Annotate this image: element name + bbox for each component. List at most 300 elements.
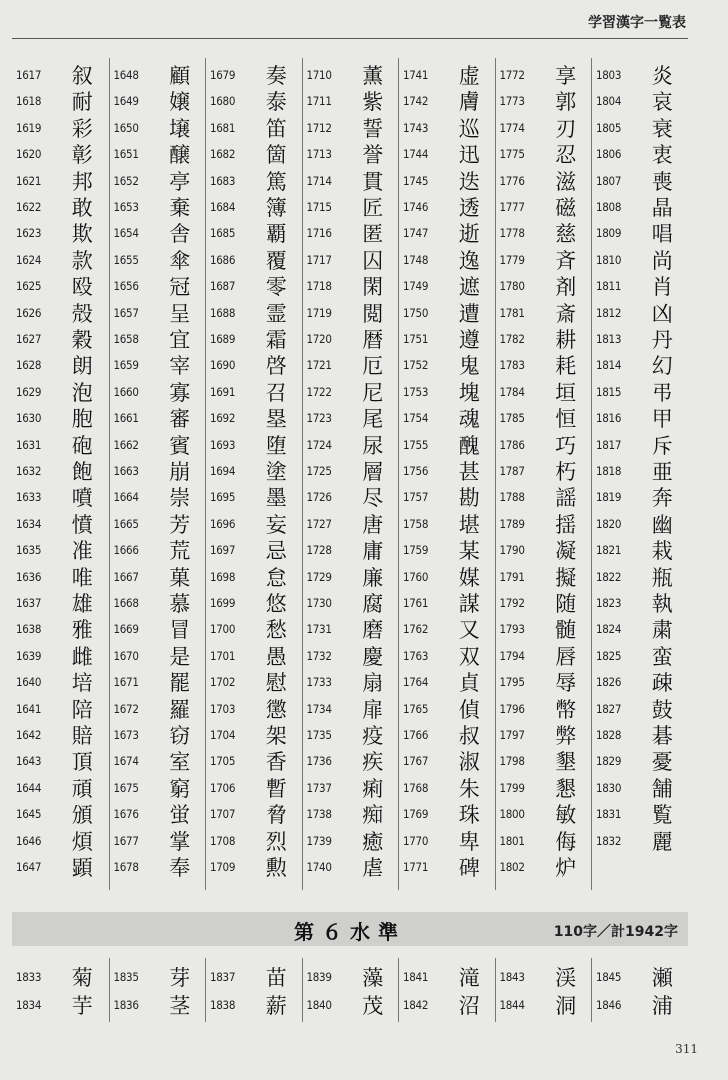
kanji-entry (12, 300, 109, 326)
kanji-character: 逝 (458, 222, 480, 247)
kanji-character: 甲 (651, 407, 673, 432)
kanji-character: 掌 (169, 829, 191, 854)
kanji-character: 雌 (71, 644, 93, 669)
kanji-entry (496, 141, 593, 167)
kanji-entry (110, 62, 207, 88)
kanji-entry (399, 300, 496, 326)
kanji-column (398, 58, 496, 890)
kanji-number: 1816 (596, 411, 622, 426)
kanji-number: 1699 (210, 596, 236, 610)
kanji-number: 1790 (499, 543, 525, 558)
kanji-character: 耐 (71, 90, 93, 115)
kanji-number: 1634 (16, 516, 42, 531)
kanji-entry (110, 352, 207, 378)
kanji-number: 1668 (113, 596, 139, 610)
kanji-number: 1801 (499, 833, 525, 848)
kanji-entry (496, 854, 593, 880)
kanji-character: 叔 (458, 724, 480, 748)
kanji-entry (110, 247, 207, 273)
kanji-entry (399, 511, 496, 537)
kanji-entry (592, 722, 689, 748)
kanji-entry (303, 537, 400, 563)
kanji-character: 芋 (71, 994, 93, 1018)
kanji-number: 1784 (499, 384, 525, 399)
kanji-character: 亜 (651, 460, 673, 484)
kanji-character: 邦 (71, 169, 93, 194)
kanji-character: 覆 (265, 248, 287, 273)
kanji-character: 愁 (265, 618, 287, 643)
kanji-character: 覧 (651, 803, 673, 828)
kanji-number: 1802 (499, 860, 525, 874)
kanji-entry (496, 168, 593, 194)
kanji-entry (303, 828, 400, 854)
kanji-number: 1719 (306, 305, 332, 320)
kanji-character: 頂 (71, 750, 93, 775)
kanji-entry (592, 590, 689, 616)
kanji-character: 執 (651, 592, 673, 616)
kanji-number: 1666 (113, 543, 139, 558)
kanji-character: 辱 (555, 671, 577, 696)
kanji-entry (303, 194, 400, 220)
kanji-number: 1815 (596, 384, 622, 399)
kanji-number: 1799 (499, 780, 525, 795)
kanji-entry (206, 326, 303, 352)
kanji-character: 室 (169, 750, 191, 775)
kanji-character: 召 (265, 380, 287, 405)
kanji-character: 嬢 (169, 90, 191, 115)
kanji-character: 顕 (71, 856, 93, 880)
kanji-column (12, 58, 109, 890)
kanji-number: 1629 (16, 384, 42, 399)
kanji-entry (496, 748, 593, 774)
kanji-entry (110, 616, 207, 642)
kanji-entry (592, 62, 689, 88)
kanji-character: 零 (265, 275, 287, 300)
kanji-number: 1831 (596, 807, 622, 822)
kanji-character: 覇 (265, 222, 287, 247)
kanji-number: 1711 (306, 94, 332, 109)
kanji-entry (399, 115, 496, 141)
kanji-entry (592, 115, 689, 141)
kanji-number: 1787 (499, 464, 525, 478)
kanji-entry (303, 141, 400, 167)
kanji-entry (592, 990, 689, 1020)
kanji-entry (110, 326, 207, 352)
kanji-character: 箇 (265, 143, 287, 168)
kanji-number: 1635 (16, 543, 42, 558)
kanji-character: 凶 (651, 301, 673, 326)
kanji-number: 1641 (16, 701, 42, 716)
header-rule (12, 38, 688, 39)
kanji-entry (12, 247, 109, 273)
kanji-entry (399, 564, 496, 590)
kanji-number: 1841 (403, 970, 429, 984)
kanji-character: 沼 (458, 994, 480, 1018)
kanji-number: 1682 (210, 147, 236, 162)
kanji-entry (12, 669, 109, 695)
kanji-entry (399, 990, 496, 1020)
kanji-character: 窃 (169, 724, 191, 748)
kanji-number: 1698 (210, 569, 236, 584)
kanji-number: 1652 (113, 173, 139, 188)
kanji-character: 憤 (71, 512, 93, 537)
kanji-character: 唱 (651, 222, 673, 247)
kanji-character: 塊 (458, 380, 480, 405)
kanji-number: 1648 (113, 68, 139, 82)
kanji-entry (399, 643, 496, 669)
kanji-number: 1650 (113, 120, 139, 135)
kanji-entry (592, 643, 689, 669)
kanji-character: 耕 (555, 328, 577, 352)
kanji-number: 1718 (306, 279, 332, 294)
kanji-character: 慕 (169, 592, 191, 616)
kanji-number: 1747 (403, 226, 429, 241)
kanji-number: 1804 (596, 94, 622, 109)
kanji-entry (110, 511, 207, 537)
kanji-character: 匠 (362, 196, 384, 220)
kanji-number: 1766 (403, 728, 429, 742)
kanji-number: 1749 (403, 279, 429, 294)
kanji-number: 1742 (403, 94, 429, 109)
kanji-character: 顧 (169, 64, 191, 88)
kanji-character: 墨 (265, 486, 287, 511)
kanji-entry (303, 643, 400, 669)
kanji-entry (592, 273, 689, 299)
kanji-character: 蛍 (169, 803, 191, 828)
kanji-number: 1619 (16, 120, 42, 135)
kanji-entry (592, 300, 689, 326)
kanji-character: 舎 (169, 222, 191, 247)
kanji-entry (592, 962, 689, 992)
kanji-number: 1842 (403, 998, 429, 1012)
kanji-character: 淑 (458, 750, 480, 775)
kanji-entry (496, 990, 593, 1020)
kanji-character: 扇 (362, 671, 384, 696)
kanji-number: 1746 (403, 200, 429, 214)
kanji-character: 脅 (265, 803, 287, 828)
kanji-entry (110, 141, 207, 167)
kanji-number: 1826 (596, 675, 622, 690)
kanji-entry (110, 564, 207, 590)
kanji-character: 尾 (362, 407, 384, 432)
kanji-character: 茂 (362, 994, 384, 1018)
kanji-character: 崇 (169, 486, 191, 511)
kanji-character: 瀬 (651, 966, 673, 990)
kanji-entry (12, 775, 109, 801)
kanji-character: 朱 (458, 776, 480, 801)
kanji-entry (496, 962, 593, 992)
kanji-entry (496, 352, 593, 378)
kanji-character: 恒 (555, 407, 577, 432)
kanji-number: 1811 (596, 279, 622, 294)
kanji-number: 1756 (403, 464, 429, 478)
kanji-number: 1687 (210, 279, 236, 294)
kanji-number: 1663 (113, 464, 139, 478)
kanji-entry (206, 775, 303, 801)
kanji-character: 尽 (362, 486, 384, 511)
kanji-character: 啓 (265, 354, 287, 379)
kanji-column (109, 958, 207, 1022)
kanji-number: 1765 (403, 701, 429, 716)
kanji-character: 烈 (265, 829, 287, 854)
kanji-character: 憂 (651, 750, 673, 775)
kanji-entry (12, 854, 109, 880)
kanji-number: 1651 (113, 147, 139, 162)
kanji-character: 蛮 (651, 644, 673, 669)
kanji-number: 1780 (499, 279, 525, 294)
kanji-character: 尚 (651, 248, 673, 273)
kanji-number: 1806 (596, 147, 622, 162)
kanji-entry (496, 379, 593, 405)
kanji-character: 渓 (555, 966, 577, 990)
kanji-entry (206, 854, 303, 880)
kanji-entry (206, 696, 303, 722)
kanji-number: 1715 (306, 200, 332, 214)
kanji-entry (303, 669, 400, 695)
kanji-entry (110, 854, 207, 880)
kanji-number: 1707 (210, 807, 236, 822)
kanji-entry (496, 300, 593, 326)
kanji-entry (303, 352, 400, 378)
kanji-entry (496, 643, 593, 669)
kanji-character: 癒 (362, 829, 384, 854)
kanji-number: 1752 (403, 358, 429, 373)
kanji-character: 斥 (651, 433, 673, 458)
kanji-character: 魂 (458, 407, 480, 432)
kanji-character: 晶 (651, 196, 673, 220)
kanji-character: 衷 (651, 143, 673, 168)
kanji-entry (303, 990, 400, 1020)
kanji-entry (496, 326, 593, 352)
kanji-entry (110, 458, 207, 484)
kanji-number: 1781 (499, 305, 525, 320)
kanji-number: 1692 (210, 411, 236, 426)
kanji-entry (592, 194, 689, 220)
kanji-number: 1809 (596, 226, 622, 241)
kanji-entry (303, 484, 400, 510)
kanji-character: 懲 (265, 697, 287, 722)
kanji-character: 篤 (265, 169, 287, 194)
kanji-entry (399, 801, 496, 827)
kanji-entry (496, 722, 593, 748)
kanji-number: 1623 (16, 226, 42, 241)
kanji-entry (110, 168, 207, 194)
kanji-entry (12, 511, 109, 537)
kanji-character: 垣 (555, 380, 577, 405)
kanji-character: 懇 (555, 776, 577, 801)
kanji-entry (496, 801, 593, 827)
kanji-entry (206, 458, 303, 484)
kanji-character: 痴 (362, 803, 384, 828)
kanji-entry (110, 801, 207, 827)
kanji-character: 審 (169, 407, 191, 432)
kanji-entry (592, 88, 689, 114)
kanji-number: 1667 (113, 569, 139, 584)
kanji-character: 薪 (265, 994, 287, 1018)
kanji-number: 1626 (16, 305, 42, 320)
kanji-entry (110, 828, 207, 854)
kanji-character: 忌 (265, 539, 287, 564)
kanji-number: 1827 (596, 701, 622, 716)
kanji-number: 1670 (113, 648, 139, 663)
kanji-number: 1770 (403, 833, 429, 848)
kanji-number: 1793 (499, 622, 525, 637)
kanji-entry (303, 168, 400, 194)
kanji-number: 1633 (16, 490, 42, 505)
kanji-number: 1822 (596, 569, 622, 584)
kanji-entry (592, 801, 689, 827)
kanji-number: 1716 (306, 226, 332, 241)
kanji-character: 随 (555, 592, 577, 616)
kanji-character: 勲 (265, 856, 287, 880)
kanji-entry (496, 511, 593, 537)
kanji-entry (303, 300, 400, 326)
kanji-character: 浦 (651, 994, 673, 1018)
kanji-character: 荒 (169, 539, 191, 564)
kanji-entry (206, 748, 303, 774)
kanji-character: 亭 (169, 169, 191, 194)
kanji-entry (399, 168, 496, 194)
kanji-character: 誉 (362, 143, 384, 168)
kanji-character: 虚 (458, 64, 480, 88)
kanji-number: 1617 (16, 68, 42, 82)
kanji-entry (206, 379, 303, 405)
kanji-number: 1843 (499, 970, 525, 984)
kanji-number: 1739 (306, 833, 332, 848)
kanji-number: 1785 (499, 411, 525, 426)
kanji-character: 羅 (169, 697, 191, 722)
kanji-number: 1846 (596, 998, 622, 1012)
kanji-number: 1824 (596, 622, 622, 637)
kanji-entry (496, 220, 593, 246)
kanji-entry (12, 115, 109, 141)
kanji-character: 幣 (555, 697, 577, 722)
kanji-entry (110, 722, 207, 748)
kanji-number: 1708 (210, 833, 236, 848)
kanji-number: 1772 (499, 68, 525, 82)
kanji-character: 冒 (169, 618, 191, 643)
kanji-column (591, 958, 689, 1022)
kanji-entry (110, 484, 207, 510)
kanji-entry (399, 458, 496, 484)
kanji-number: 1786 (499, 437, 525, 452)
kanji-number: 1695 (210, 490, 236, 505)
kanji-character: 誓 (362, 116, 384, 141)
kanji-entry (303, 590, 400, 616)
kanji-entry (206, 194, 303, 220)
kanji-entry (206, 141, 303, 167)
kanji-number: 1788 (499, 490, 525, 505)
kanji-character: 栽 (651, 539, 673, 564)
kanji-number: 1778 (499, 226, 525, 241)
kanji-entry (592, 352, 689, 378)
kanji-character: 暦 (362, 328, 384, 352)
kanji-character: 唇 (555, 644, 577, 669)
kanji-entry (12, 537, 109, 563)
kanji-number: 1777 (499, 200, 525, 214)
kanji-number: 1731 (306, 622, 332, 637)
kanji-number: 1723 (306, 411, 332, 426)
kanji-character: 舗 (651, 776, 673, 801)
kanji-character: 罷 (169, 671, 191, 696)
kanji-entry (12, 88, 109, 114)
kanji-number: 1675 (113, 780, 139, 795)
kanji-entry (496, 564, 593, 590)
kanji-number: 1834 (16, 998, 42, 1012)
kanji-number: 1643 (16, 754, 42, 769)
kanji-character: 窮 (169, 776, 191, 801)
kanji-number: 1628 (16, 358, 42, 373)
kanji-number: 1753 (403, 384, 429, 399)
kanji-character: 遭 (458, 301, 480, 326)
kanji-entry (206, 220, 303, 246)
kanji-character: 寡 (169, 380, 191, 405)
kanji-number: 1645 (16, 807, 42, 822)
kanji-character: 炉 (555, 856, 577, 880)
kanji-number: 1620 (16, 147, 42, 162)
level-title: 第６水準 (294, 920, 406, 944)
kanji-character: 滋 (555, 169, 577, 194)
kanji-number: 1676 (113, 807, 139, 822)
kanji-entry (496, 828, 593, 854)
kanji-number: 1838 (210, 998, 236, 1012)
kanji-entry (592, 537, 689, 563)
kanji-character: 貫 (362, 169, 384, 194)
kanji-character: 疎 (651, 671, 673, 696)
kanji-character: 滝 (458, 966, 480, 990)
kanji-number: 1737 (306, 780, 332, 795)
kanji-number: 1659 (113, 358, 139, 373)
kanji-character: 剤 (555, 275, 577, 300)
kanji-character: 層 (362, 460, 384, 484)
kanji-number: 1702 (210, 675, 236, 690)
kanji-character: 媒 (458, 565, 480, 590)
kanji-number: 1658 (113, 332, 139, 346)
kanji-entry (110, 748, 207, 774)
kanji-number: 1730 (306, 596, 332, 610)
kanji-character: 陪 (71, 697, 93, 722)
kanji-entry (303, 801, 400, 827)
level-count: 110字／計1942字 (553, 924, 678, 940)
kanji-entry (206, 62, 303, 88)
kanji-entry (206, 352, 303, 378)
kanji-entry (110, 590, 207, 616)
kanji-entry (206, 168, 303, 194)
kanji-number: 1724 (306, 437, 332, 452)
kanji-entry (206, 962, 303, 992)
kanji-entry (496, 194, 593, 220)
kanji-number: 1769 (403, 807, 429, 822)
kanji-number: 1655 (113, 252, 139, 267)
kanji-entry (399, 775, 496, 801)
kanji-character: 幽 (651, 512, 673, 537)
kanji-entry (496, 88, 593, 114)
kanji-number: 1800 (499, 807, 525, 822)
kanji-number: 1638 (16, 622, 42, 637)
kanji-character: 廉 (362, 565, 384, 590)
kanji-number: 1657 (113, 305, 139, 320)
kanji-number: 1644 (16, 780, 42, 795)
kanji-character: 虐 (362, 856, 384, 880)
kanji-entry (206, 432, 303, 458)
kanji-entry (399, 273, 496, 299)
kanji-number: 1653 (113, 200, 139, 214)
kanji-character: 鬼 (458, 354, 480, 379)
kanji-character: 鼓 (651, 697, 673, 722)
kanji-entry (110, 273, 207, 299)
kanji-character: 殴 (71, 275, 93, 300)
kanji-character: 迅 (458, 143, 480, 168)
